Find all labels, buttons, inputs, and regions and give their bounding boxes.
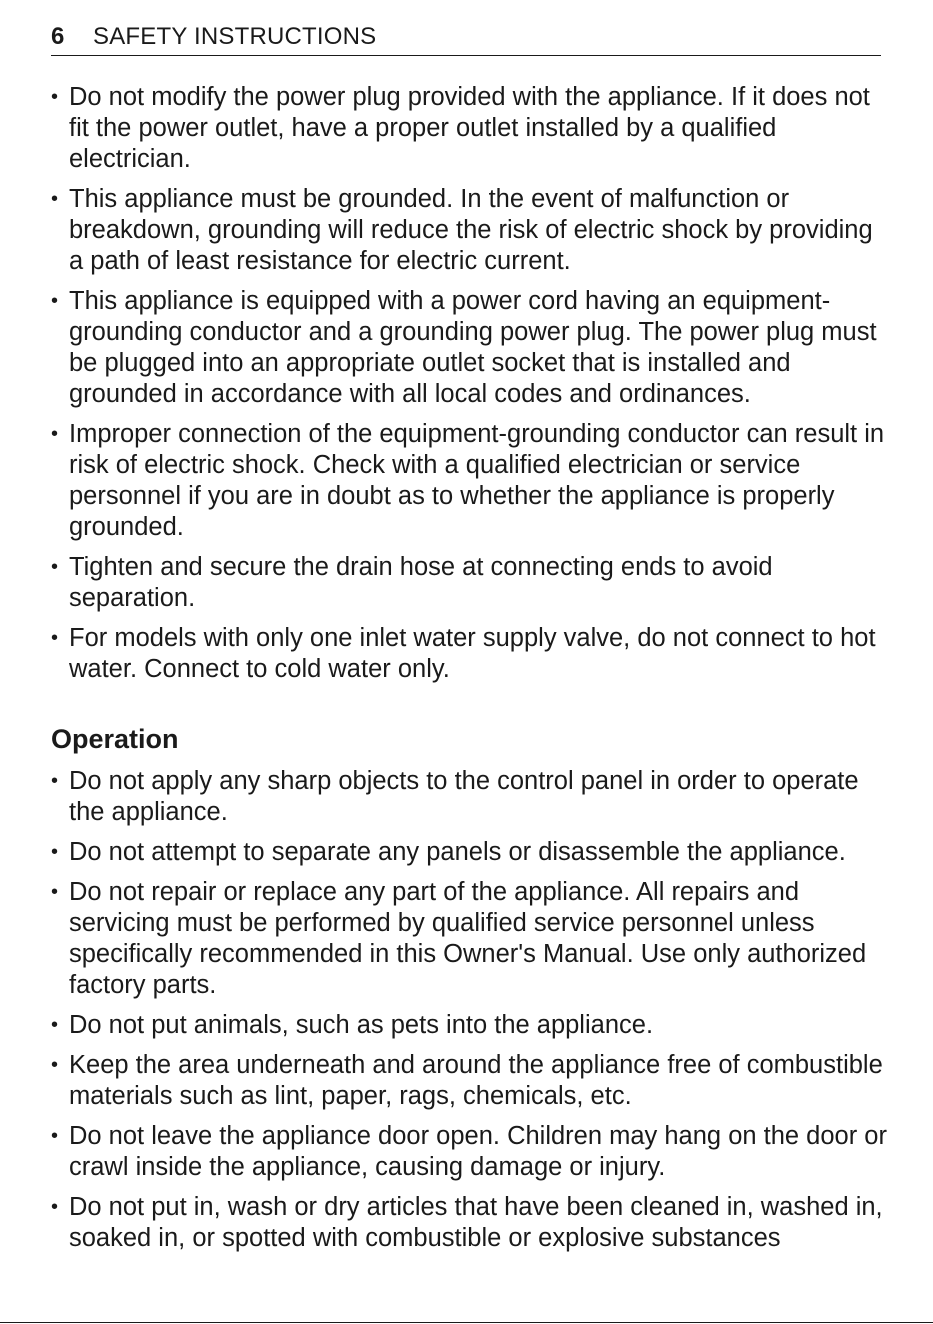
list-item xyxy=(51,1010,891,1041)
page-bottom-rule xyxy=(0,1322,933,1323)
operation-bullet-list xyxy=(51,766,891,1254)
list-item xyxy=(51,877,891,1001)
bullet-icon: • xyxy=(51,290,59,312)
list-item xyxy=(51,286,891,410)
list-item-text: Do not attempt to separate any panels or disassemble the appliance. xyxy=(69,838,846,866)
bullet-icon: • xyxy=(51,627,59,649)
list-item-text: Do not put animals, such as pets into the appliance. xyxy=(69,1011,654,1039)
page-header xyxy=(51,18,881,56)
list-item-text: Do not repair or replace any part of the appliance. All repairs and servicing must be performed by qualified service personnel unless specifically recommended in this Owner's Manual. Use only authorized factory parts. xyxy=(69,878,867,999)
list-item xyxy=(51,552,891,614)
bullet-icon: • xyxy=(51,86,59,108)
bullet-icon: • xyxy=(51,770,59,792)
list-item xyxy=(51,766,891,828)
list-item-text: Do not leave the appliance door open. Children may hang on the door or crawl inside the appliance, causing damage or injury. xyxy=(69,1122,887,1181)
list-item-text: For models with only one inlet water supply valve, do not connect to hot water. Connect to cold water only. xyxy=(69,624,876,683)
list-item xyxy=(51,419,891,543)
list-item-text: Keep the area underneath and around the appliance free of combustible materials such as lint, paper, rags, chemicals, etc. xyxy=(69,1051,883,1110)
bullet-icon: • xyxy=(51,1125,59,1147)
list-item-text: Tighten and secure the drain hose at connecting ends to avoid separation. xyxy=(69,553,773,612)
bullet-icon: • xyxy=(51,881,59,903)
running-section-title: SAFETY INSTRUCTIONS xyxy=(93,22,377,50)
bullet-icon: • xyxy=(51,841,59,863)
list-item-text: This appliance must be grounded. In the event of malfunction or breakdown, grounding will reduce the risk of electric shock by providing a path of least resistance for electric current. xyxy=(69,185,873,275)
list-item xyxy=(51,1121,891,1183)
list-item xyxy=(51,1192,891,1254)
list-item-text: Improper connection of the equipment-grounding conductor can result in risk of electric shock. Check with a qualified electrician or service personnel if you are in doubt as to whether the appliance is properly grounded. xyxy=(69,420,885,541)
bullet-icon: • xyxy=(51,188,59,210)
list-item xyxy=(51,837,891,868)
bullet-icon: • xyxy=(51,1196,59,1218)
list-item xyxy=(51,82,891,175)
list-item xyxy=(51,623,891,685)
list-item-text: This appliance is equipped with a power cord having an equipment-grounding conductor and a grounding power plug. The power plug must be plugged into an appropriate outlet socket that is installed and grounded in accordance with all local codes and ordinances. xyxy=(69,287,877,408)
list-item-text: Do not put in, wash or dry articles that have been cleaned in, washed in, soaked in, or spotted with combustible or explosive substances xyxy=(69,1193,883,1252)
page-content xyxy=(51,82,891,1263)
safety-bullet-list xyxy=(51,82,891,685)
bullet-icon: • xyxy=(51,423,59,445)
list-item-text: Do not apply any sharp objects to the control panel in order to operate the appliance. xyxy=(69,767,859,826)
list-item xyxy=(51,1050,891,1112)
bullet-icon: • xyxy=(51,1054,59,1076)
operation-heading: Operation xyxy=(51,724,179,754)
list-item-text: Do not modify the power plug provided with the appliance. If it does not fit the power outlet, have a proper outlet installed by a qualified electrician. xyxy=(69,83,870,173)
list-item xyxy=(51,184,891,277)
bullet-icon: • xyxy=(51,556,59,578)
bullet-icon: • xyxy=(51,1014,59,1036)
page-number: 6 xyxy=(51,22,65,50)
